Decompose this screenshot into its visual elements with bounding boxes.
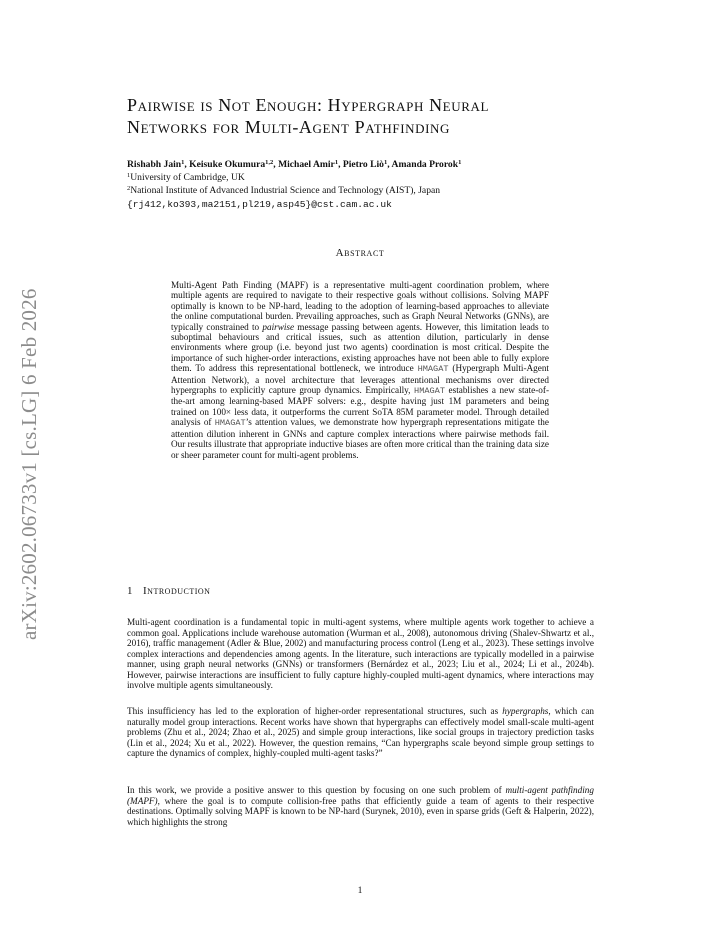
author-list: Rishabh Jain$^1$, Keisuke Okumura$^{1,2}$, Michael Amir$^1$, Pietro Liò$^1$, Amanda Prorok$^1$ [127, 159, 462, 170]
author-affiliation-mark: 1 [334, 159, 339, 166]
page-number: 1 [357, 885, 363, 896]
author-name: Michael Amir [278, 159, 335, 170]
author-affiliation-mark: 1 [383, 159, 388, 166]
abstract-body: Multi-Agent Path Finding (MAPF) is a representative multi-agent coordination problem, where multiple agents are required to navigate to their respective goals without collisions. Solving MAPF optimally is known to be NP-hard, leading to the adoption of learning-based approaches to alleviate the online computational burden. Prevailing approaches, such as Graph Neural Networks (GNNs), are typically constrained to pairwise message passing between agents. However, this limitation leads to suboptimal behaviours and critical issues, such as attention dilution, particularly in dense environments where group (i.e. beyond just two agents) coordination is most critical. Despite the importance of such higher-order interactions, existing approaches have not been able to fully explore them. To address this representational bottleneck, we introduce HMAGAT (Hypergraph Multi-Agent Attention Network), a novel architecture that leverages attentional mechanisms over directed hypergraphs to explicitly capture group dynamics. Empirically, HMAGAT establishes a new state-of-the-art among learning-based MAPF solvers: e.g., despite having just 1M parameters and being trained on 100× less data, it outperforms the current SoTA 85M parameter model. Through detailed analysis of HMAGAT’s attention values, we demonstrate how hypergraph representations mitigate the attention dilution inherent in GNNs and capture complex interactions where pairwise methods fail. Our results illustrate that appropriate inductive biases are often more critical than the training data size or sheer parameter count for multi-agent problems. [171, 280, 549, 460]
section-heading [127, 585, 210, 597]
author-affiliation-mark: 1,2 [265, 159, 274, 166]
model-name: HMAGAT [417, 364, 449, 375]
author-emails: {rj412,ko393,ma2151,pl219,asp45}@cst.cam.ac.uk [127, 199, 392, 210]
intro-paragraph-1: Multi-agent coordination is a fundamental topic in multi-agent systems, where multiple agents work together to achieve a common goal. Applications include warehouse automation (Wurman et al., 2008), autonomous driving (Shalev-Shwartz et al., 2016), traffic management (Adler & Blue, 2002) and manufacturing process control (Leng et al., 2023). These settings involve complex interactions and dependencies among agents. In the literature, such interactions are typically modelled in a pairwise manner, using graph neural networks (GNNs) or transformers (Bernárdez et al., 2023; Liu et al., 2024; Li et al., 2024b). However, pairwise interactions are insufficient to fully capture highly-coupled multi-agent dynamics, where interactions may involve multiple agents simultaneously. [127, 617, 594, 690]
section-number: 1 [127, 585, 133, 597]
section-title: Introduction [143, 585, 211, 597]
intro-paragraph-2: This insufficiency has led to the exploration of higher-order representational structures, such as hypergraphs, which can naturally model group interactions. Recent works have shown that hypergraphs can effectively model small-scale multi-agent problems (Zhu et al., 2024; Zhao et al., 2025) and simple group interactions, like social groups in trajectory prediction tasks (Lin et al., 2024; Xu et al., 2022). However, the question remains, “Can hypergraphs scale beyond simple group settings to capture the dynamics of complex, highly-coupled multi-agent tasks?” [127, 706, 595, 758]
author-name: Amanda Prorok [391, 159, 459, 170]
author-name: Rishabh Jain [127, 159, 182, 170]
author-affiliation-mark: 1 [458, 159, 462, 166]
model-name: HMAGAT [214, 418, 246, 429]
author-name: Pietro Liò [342, 159, 384, 170]
affiliation-2: $^2$National Institute of Advanced Industrial Science and Technology (AIST), Japan [127, 185, 441, 196]
arxiv-identifier-stamp: arXiv:2602.06733v1 [cs.LG] 6 Feb 2026 [17, 288, 41, 640]
title-line-2: Networks for Multi-Agent Pathfinding [127, 117, 451, 137]
author-name: Keisuke Okumura [189, 159, 266, 170]
abstract-heading: Abstract [335, 247, 385, 259]
model-name: HMAGAT [414, 386, 445, 397]
intro-paragraph-3: In this work, we provide a positive answer to this question by focusing on one such problem of multi-agent pathfinding (MAPF), where the goal is to compute collision-free paths that efficiently guide a team of agents to their respective destinations. Optimally solving MAPF is known to be NP-hard (Surynek, 2010), even in sparse grids (Geft & Halperin, 2022), which highlights the strong [127, 785, 594, 827]
affiliation-1: $^1$University of Cambridge, UK [127, 172, 245, 183]
title-line-1: Pairwise is Not Enough: Hypergraph Neural [127, 95, 489, 115]
author-affiliation-mark: 1 [181, 159, 185, 166]
paper-title [127, 94, 607, 138]
